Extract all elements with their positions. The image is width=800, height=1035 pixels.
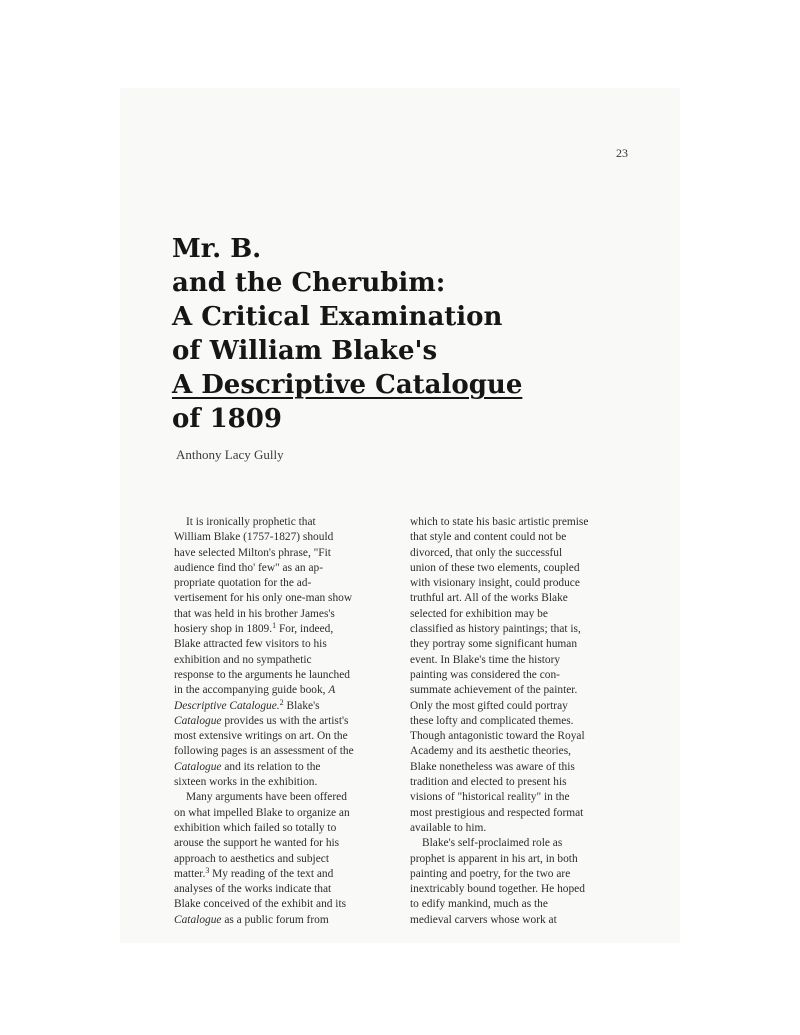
text-line: Blake nonetheless was aware of this bbox=[410, 760, 575, 773]
italic-title: Catalogue bbox=[174, 760, 222, 773]
text-line: to edify mankind, much as the bbox=[410, 898, 548, 911]
text-run: My reading of the text and bbox=[209, 867, 334, 880]
text-line: exhibition and no sympathetic bbox=[174, 653, 312, 666]
text-line bbox=[174, 867, 412, 882]
title-line: A Critical Examination bbox=[172, 302, 503, 332]
text-line: visions of "historical reality" in the bbox=[410, 791, 570, 804]
italic-title: A bbox=[328, 684, 336, 697]
text-run: For, indeed, bbox=[276, 623, 334, 636]
text-line: that style and content could not be bbox=[410, 531, 567, 544]
text-line bbox=[174, 760, 412, 775]
author-byline: Anthony Lacy Gully bbox=[176, 447, 284, 462]
text-line: these lofty and complicated themes. bbox=[410, 714, 574, 727]
footnote-marker: 3 bbox=[205, 865, 210, 875]
text-line: audience find tho' few" as an ap- bbox=[174, 561, 324, 574]
text-line bbox=[174, 913, 412, 928]
text-line: truthful art. All of the works Blake bbox=[410, 592, 568, 605]
text-run: hosiery shop in 1809. bbox=[174, 623, 273, 636]
text-line bbox=[174, 699, 412, 714]
text-line: summate achievement of the painter. bbox=[410, 684, 578, 697]
text-run: and its relation to the bbox=[221, 760, 321, 773]
text-line: medieval carvers whose work at bbox=[410, 913, 557, 926]
text-line bbox=[174, 683, 412, 698]
text-line: most extensive writings on art. On the bbox=[174, 730, 348, 743]
text-line: they portray some significant human bbox=[410, 638, 578, 651]
text-run: as a public forum from bbox=[221, 913, 329, 926]
text-line: Blake's self-proclaimed role as bbox=[422, 837, 563, 850]
italic-title: Catalogue bbox=[174, 714, 222, 727]
text-line: which to state his basic artistic premise bbox=[410, 516, 589, 528]
text-line: analyses of the works indicate that bbox=[174, 883, 332, 896]
text-line: divorced, that only the successful bbox=[410, 546, 563, 559]
page-number: 23 bbox=[616, 146, 628, 160]
text-run: in the accompanying guide book, bbox=[174, 684, 329, 697]
text-run: provides us with the artist's bbox=[221, 714, 349, 727]
title-line: Mr. B. bbox=[172, 234, 262, 264]
text-line: selected for exhibition may be bbox=[410, 607, 548, 620]
text-line: William Blake (1757-1827) should bbox=[174, 531, 334, 544]
text-line: Though antagonistic toward the Royal bbox=[410, 730, 585, 743]
article-title bbox=[172, 232, 522, 436]
text-line: inextricably bound together. He hoped bbox=[410, 883, 585, 896]
text-line: It is ironically prophetic that bbox=[186, 516, 316, 528]
title-line-underlined: A Descriptive Catalogue bbox=[172, 370, 523, 400]
text-line: sixteen works in the exhibition. bbox=[174, 776, 318, 789]
text-line bbox=[174, 714, 412, 729]
italic-title: Descriptive Catalogue. bbox=[174, 699, 280, 712]
footnote-marker: 1 bbox=[272, 621, 277, 631]
text-line: response to the arguments he launched bbox=[174, 668, 350, 681]
text-line: Blake conceived of the exhibit and its bbox=[174, 898, 347, 911]
text-line: Blake attracted few visitors to his bbox=[174, 638, 327, 651]
title-line: of William Blake's bbox=[172, 336, 438, 366]
body-column-left bbox=[174, 515, 412, 928]
text-line: with visionary insight, could produce bbox=[410, 577, 580, 590]
text-line: have selected Milton's phrase, "Fit bbox=[174, 546, 331, 559]
text-line: prophet is apparent in his art, in both bbox=[410, 852, 578, 865]
text-line: event. In Blake's time the history bbox=[410, 653, 561, 666]
body-column-right bbox=[410, 515, 648, 928]
text-line: painting was considered the con- bbox=[410, 668, 560, 681]
text-line: approach to aesthetics and subject bbox=[174, 852, 329, 865]
text-line: arouse the support he wanted for his bbox=[174, 837, 340, 850]
footnote-marker: 2 bbox=[279, 697, 284, 707]
title-line: and the Cherubim: bbox=[172, 268, 446, 298]
text-line: classified as history paintings; that is, bbox=[410, 623, 581, 636]
text-line: painting and poetry, for the two are bbox=[410, 867, 571, 880]
text-line: on what impelled Blake to organize an bbox=[174, 806, 350, 819]
text-line: vertisement for his only one-man show bbox=[174, 592, 353, 605]
italic-title: Catalogue bbox=[174, 913, 222, 926]
text-line: tradition and elected to present his bbox=[410, 776, 567, 789]
text-line bbox=[174, 622, 412, 637]
text-line: propriate quotation for the ad- bbox=[174, 577, 312, 590]
text-run: matter. bbox=[174, 867, 206, 880]
text-line: Many arguments have been offered bbox=[186, 791, 347, 804]
text-line: following pages is an assessment of the bbox=[174, 745, 354, 758]
text-line: most prestigious and respected format bbox=[410, 806, 584, 819]
text-run: Blake's bbox=[283, 699, 320, 712]
text-line: union of these two elements, coupled bbox=[410, 561, 580, 574]
text-line: available to him. bbox=[410, 821, 487, 834]
text-line: Academy and its aesthetic theories, bbox=[410, 745, 571, 758]
text-line: Only the most gifted could portray bbox=[410, 699, 568, 712]
text-line: exhibition which failed so totally to bbox=[174, 821, 337, 834]
text-line: that was held in his brother James's bbox=[174, 607, 335, 620]
title-line: of 1809 bbox=[172, 404, 282, 434]
